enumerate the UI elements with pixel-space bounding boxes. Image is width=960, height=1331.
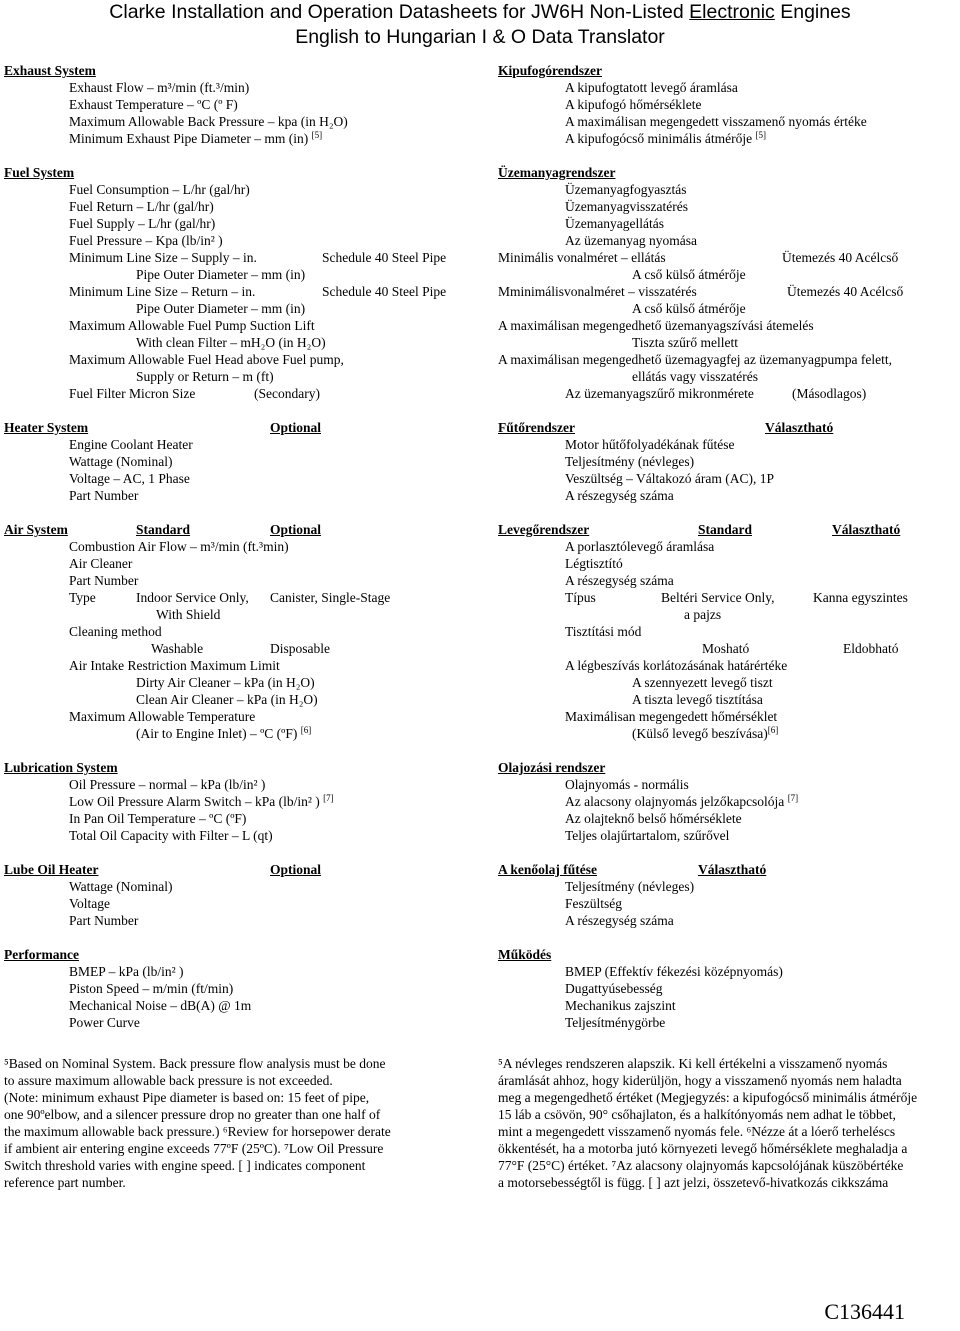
fuel-head: Maximum Allowable Fuel Head above Fuel pump, (69, 352, 344, 367)
air-type-shield: With Shield (156, 607, 221, 622)
fuel-suction-lift: Maximum Allowable Fuel Pump Suction Lift (69, 318, 315, 333)
heater-part-hu: A részegység száma (565, 488, 674, 503)
section-title-fuel: Fuel System (4, 165, 75, 180)
air-cleaning-method: Cleaning method (69, 624, 162, 639)
perf-curve-hu: Teljesítménygörbe (565, 1015, 666, 1030)
footnote-line: ⁵A névleges rendszeren alapszik. Ki kell értékelni a visszamenő nyomás (498, 1056, 888, 1071)
exhaust-flow: Exhaust Flow – m³/min (ft.³/min) (69, 80, 250, 95)
lube-heater-voltage: Voltage (69, 896, 110, 911)
heater-optional: Optional (270, 420, 322, 435)
footnote-line: a motorsebességtől is függ. [ ] azt jelzi, összetevő-hivatkozás cikkszáma (498, 1175, 889, 1190)
fuel-clean-filter: With clean Filter – mH₂O (in H₂O) (136, 335, 326, 350)
fuel-filter-secondary-hu: (Másodlagos) (792, 386, 867, 401)
fuel-clean-filter-hu: Tiszta szűrő mellett (632, 335, 738, 350)
section-title-lube-heater: Lube Oil Heater (4, 862, 99, 877)
air-dirty-hu: A szennyezett levegő tiszt (632, 675, 773, 690)
section-title-lube: Lubrication System (4, 760, 118, 775)
section-title-heater-hu: Fűtőrendszer (498, 420, 575, 435)
fuel-filter-secondary: (Secondary) (254, 386, 320, 401)
footnote-line: if ambient air entering engine exceeds 77ºF (25ºC). ⁷Low Oil Pressure (4, 1141, 384, 1156)
perf-piston: Piston Speed – m/min (ft/min) (69, 981, 234, 996)
header-title (0, 0, 960, 25)
section-title-performance: Performance (4, 947, 79, 962)
air-optional: Optional (270, 522, 322, 537)
section-title-exhaust: Exhaust System (4, 63, 96, 78)
lube-heater-optional-hu: Választható (698, 862, 767, 877)
footnote-ref: [7] (787, 793, 799, 803)
air-part-hu: A részegység száma (565, 573, 674, 588)
air-inlet-text: (Air to Engine Inlet) – ºC (ºF) (136, 726, 298, 741)
oil-capacity: Total Oil Capacity with Filter – L (qt) (69, 828, 273, 843)
exhaust-pipe-hu-text: A kipufogócső minimális átmérője (565, 131, 753, 146)
oil-capacity-hu: Teljes olajűrtartalom, szűrővel (565, 828, 730, 843)
air-clean: Clean Air Cleaner – kPa (in H₂O) (136, 692, 318, 707)
air-type-optional-hu: Kanna egyszintes (813, 590, 908, 605)
pipe-outer-diameter-hu: A cső külső átmérője (632, 301, 746, 316)
fuel-consumption-hu: Üzemanyagfogyasztás (565, 182, 687, 197)
air-restriction: Air Intake Restriction Maximum Limit (69, 658, 280, 673)
fuel-pressure: Fuel Pressure – Kpa (lb/in² ) (69, 233, 223, 248)
section-title-fuel-hu: Üzemanyagrendszer (498, 165, 616, 180)
fuel-consumption: Fuel Consumption – L/hr (gal/hr) (69, 182, 250, 197)
footnote-line: one 90ºelbow, and a silencer pressure drop no greater than one half of (4, 1107, 381, 1122)
footnote-ref: [5] (311, 130, 323, 140)
lube-heater-voltage-hu: Feszültség (565, 896, 622, 911)
fuel-pressure-hu: Az üzemanyag nyomása (565, 233, 697, 248)
air-type-standard-hu: Beltéri Service Only, (661, 590, 775, 605)
air-dirty: Dirty Air Cleaner – kPa (in H₂O) (136, 675, 315, 690)
air-type-shield-hu: a pajzs (684, 607, 722, 622)
exhaust-temp-hu: A kipufogó hőmérséklete (565, 97, 702, 112)
section-title-lube-heater-hu: A kenőolaj fűtése (498, 862, 597, 877)
schedule-label-hu: Ütemezés 40 Acélcső (782, 250, 899, 265)
lube-heater-wattage: Wattage (Nominal) (69, 879, 173, 894)
heater-wattage-hu: Teljesítmény (névleges) (565, 454, 695, 469)
document-code: C136441 (824, 1299, 905, 1324)
fuel-suction-lift-hu: A maximálisan megengedhető üzemanyagszívási átemelés (498, 318, 814, 333)
exhaust-backpressure-hu: A maximálisan megengedett visszamenő nyomás értéke (565, 114, 867, 129)
heater-wattage: Wattage (Nominal) (69, 454, 173, 469)
exhaust-pipe-text: Minimum Exhaust Pipe Diameter – mm (in) (69, 131, 309, 146)
footnote-line: (Note: minimum exhaust Pipe diameter is based on: 15 feet of pipe, (4, 1090, 370, 1105)
oil-alarm-hu-text: Az alacsony olajnyomás jelzőkapcsolója (565, 794, 785, 809)
air-type-hu: Típus (565, 590, 596, 605)
footnote-line: ökkentését, ha a motorba jutó környezeti levegő hőmérséklete meghaladja a (498, 1141, 908, 1156)
section-title-performance-hu: Működés (498, 947, 552, 962)
air-clean-hu: A tiszta levegő tisztítása (632, 692, 763, 707)
section-title-lube-hu: Olajozási rendszer (498, 760, 606, 775)
schedule-label-hu: Ütemezés 40 Acélcső (787, 284, 904, 299)
header-subtitle: English to Hungarian I & O Data Translator (295, 26, 665, 48)
lube-heater-wattage-hu: Teljesítmény (névleges) (565, 879, 695, 894)
perf-bmep-hu: BMEP (Effektív fékezési középnyomás) (565, 964, 783, 979)
air-standard-hu: Standard (698, 522, 753, 537)
heater-part: Part Number (69, 488, 139, 503)
air-maxtemp: Maximum Allowable Temperature (69, 709, 256, 724)
oil-alarm-hu (565, 793, 798, 810)
fuel-supply-hu: Üzemanyagellátás (565, 216, 664, 231)
footnote-ref: [5] (755, 130, 766, 140)
fuel-line-supply-hu: Minimális vonalméret – ellátás (498, 250, 666, 265)
oil-pan-temp: In Pan Oil Temperature – ºC (ºF) (69, 811, 247, 826)
air-washable-hu: Mosható (702, 641, 750, 656)
lube-heater-optional: Optional (270, 862, 322, 877)
air-inlet-hu (632, 725, 778, 742)
fuel-supply-return-hu: ellátás vagy visszatérés (632, 369, 758, 384)
pipe-outer-diameter-hu: A cső külső átmérője (632, 267, 746, 282)
footnote-ref: [7] (323, 793, 334, 803)
oil-alarm (69, 793, 334, 810)
lube-heater-part-hu: A részegység száma (565, 913, 674, 928)
page-header (0, 0, 960, 50)
heater-voltage: Voltage – AC, 1 Phase (69, 471, 190, 486)
schedule-label: Schedule 40 Steel Pipe (322, 284, 447, 299)
fuel-filter-size: Fuel Filter Micron Size (69, 386, 196, 401)
heater-coolant: Engine Coolant Heater (69, 437, 193, 452)
lube-heater-part: Part Number (69, 913, 139, 928)
air-inlet (136, 725, 311, 742)
air-cleaner: Air Cleaner (69, 556, 133, 571)
air-disposable: Disposable (270, 641, 330, 656)
footnote-line: to assure maximum allowable back pressure is not exceeded. (4, 1073, 333, 1088)
section-title-air: Air System (4, 522, 68, 537)
section-title-heater: Heater System (4, 420, 89, 435)
footnote-line: Switch threshold varies with engine speed. [ ] indicates component (4, 1158, 366, 1173)
header-title-underlined: Electronic (689, 1, 775, 23)
air-type-optional: Canister, Single-Stage (270, 590, 391, 605)
fuel-filter-size-hu: Az üzemanyagszűrő mikronmérete (565, 386, 754, 401)
exhaust-temp: Exhaust Temperature – ºC (º F) (69, 97, 238, 112)
air-type: Type (69, 590, 96, 605)
heater-optional-hu: Választható (765, 420, 834, 435)
air-cleaning-method-hu: Tisztítási mód (565, 624, 642, 639)
english-column (4, 62, 474, 1031)
footnote-line: áramlását ahhoz, hogy kiderüljön, hogy a visszamenő nyomás nem haladta (498, 1073, 902, 1088)
footnote-line: ⁵Based on Nominal System. Back pressure flow analysis must be done (4, 1056, 386, 1071)
oil-pan-temp-hu: Az olajteknő belső hőmérséklete (565, 811, 742, 826)
header-title-end: Engines (774, 1, 851, 23)
footnote-line: mint a megengedett visszamenő nyomás fele. ⁶Nézze át a lóerő terheléscs (498, 1124, 896, 1139)
perf-noise: Mechanical Noise – dB(A) @ 1m (69, 998, 252, 1013)
air-flow-hu: A porlasztólevegő áramlása (565, 539, 715, 554)
air-part: Part Number (69, 573, 139, 588)
air-cleaner-hu: Légtisztító (565, 556, 623, 571)
oil-alarm-text: Low Oil Pressure Alarm Switch – kPa (lb/in² ) (69, 794, 320, 809)
footnote-line: 77°F (25°C) értéket. ⁷Az alacsony olajnyomás kapcsolójának küszöbértéke (498, 1158, 904, 1173)
oil-pressure: Oil Pressure – normal – kPa (lb/in² ) (69, 777, 266, 792)
exhaust-flow-hu: A kipufogtatott levegő áramlása (565, 80, 738, 95)
schedule-label: Schedule 40 Steel Pipe (322, 250, 447, 265)
perf-piston-hu: Dugattyúsebesség (565, 981, 663, 996)
hungarian-column (498, 62, 960, 1031)
air-standard: Standard (136, 522, 191, 537)
fuel-line-return-hu: Mminimálisvonalméret – visszatérés (498, 284, 697, 299)
air-disposable-hu: Eldobható (843, 641, 899, 656)
air-restriction-hu: A légbeszívás korlátozásának határértéke (565, 658, 788, 673)
air-inlet-hu-text: (Külső levegő beszívása) (632, 726, 768, 741)
footnote-ref: [6] (300, 725, 312, 735)
fuel-return-hu: Üzemanyagvisszatérés (565, 199, 688, 214)
oil-pressure-hu: Olajnyomás - normális (565, 777, 689, 792)
air-type-standard: Indoor Service Only, (136, 590, 249, 605)
footnote-ref: [6] (767, 725, 779, 735)
footnote-english (4, 1055, 474, 1191)
footnote-line: meg a megengedhető értéket (Megjegyzés: a kipufogócső minimális átmérője (498, 1090, 918, 1105)
header-title-part: Clarke Installation and Operation Datasheets for JW6H Non-Listed (109, 1, 690, 23)
exhaust-pipe (69, 130, 322, 147)
perf-bmep: BMEP – kPa (lb/in² ) (69, 964, 184, 979)
air-flow: Combustion Air Flow – m³/min (ft.³min) (69, 539, 289, 554)
pipe-outer-diameter: Pipe Outer Diameter – mm (in) (136, 267, 306, 282)
pipe-outer-diameter: Pipe Outer Diameter – mm (in) (136, 301, 306, 316)
perf-curve: Power Curve (69, 1015, 140, 1030)
footnote-hungarian (498, 1055, 960, 1191)
footnote-line: reference part number. (4, 1175, 126, 1190)
fuel-supply: Fuel Supply – L/hr (gal/hr) (69, 216, 216, 231)
heater-voltage-hu: Veszültség – Váltakozó áram (AC), 1P (565, 471, 774, 486)
fuel-line-return: Minimum Line Size – Return – in. (69, 284, 256, 299)
footnote-line: 15 láb a csövön, 90° csőhajlaton, és a halkítónyomás nem adhat le többet, (498, 1107, 896, 1122)
section-title-air-hu: Levegőrendszer (498, 522, 590, 537)
exhaust-backpressure: Maximum Allowable Back Pressure – kpa (in H₂O) (69, 114, 348, 129)
fuel-line-supply: Minimum Line Size – Supply – in. (69, 250, 257, 265)
perf-noise-hu: Mechanikus zajszint (565, 998, 676, 1013)
footnote-line: the maximum allowable back pressure.) ⁶Review for horsepower derate (4, 1124, 391, 1139)
heater-coolant-hu: Motor hűtőfolyadékának fűtése (565, 437, 735, 452)
section-title-exhaust-hu: Kipufogórendszer (498, 63, 602, 78)
fuel-return: Fuel Return – L/hr (gal/hr) (69, 199, 214, 214)
fuel-supply-return: Supply or Return – m (ft) (136, 369, 274, 384)
exhaust-pipe-hu (565, 130, 766, 147)
air-washable: Washable (151, 641, 204, 656)
fuel-head-hu: A maximálisan megengedhető üzemagyagfej az üzemanyagpumpa felett, (498, 352, 892, 367)
air-optional-hu: Választható (832, 522, 901, 537)
air-maxtemp-hu: Maximálisan megengedett hőmérséklet (565, 709, 778, 724)
